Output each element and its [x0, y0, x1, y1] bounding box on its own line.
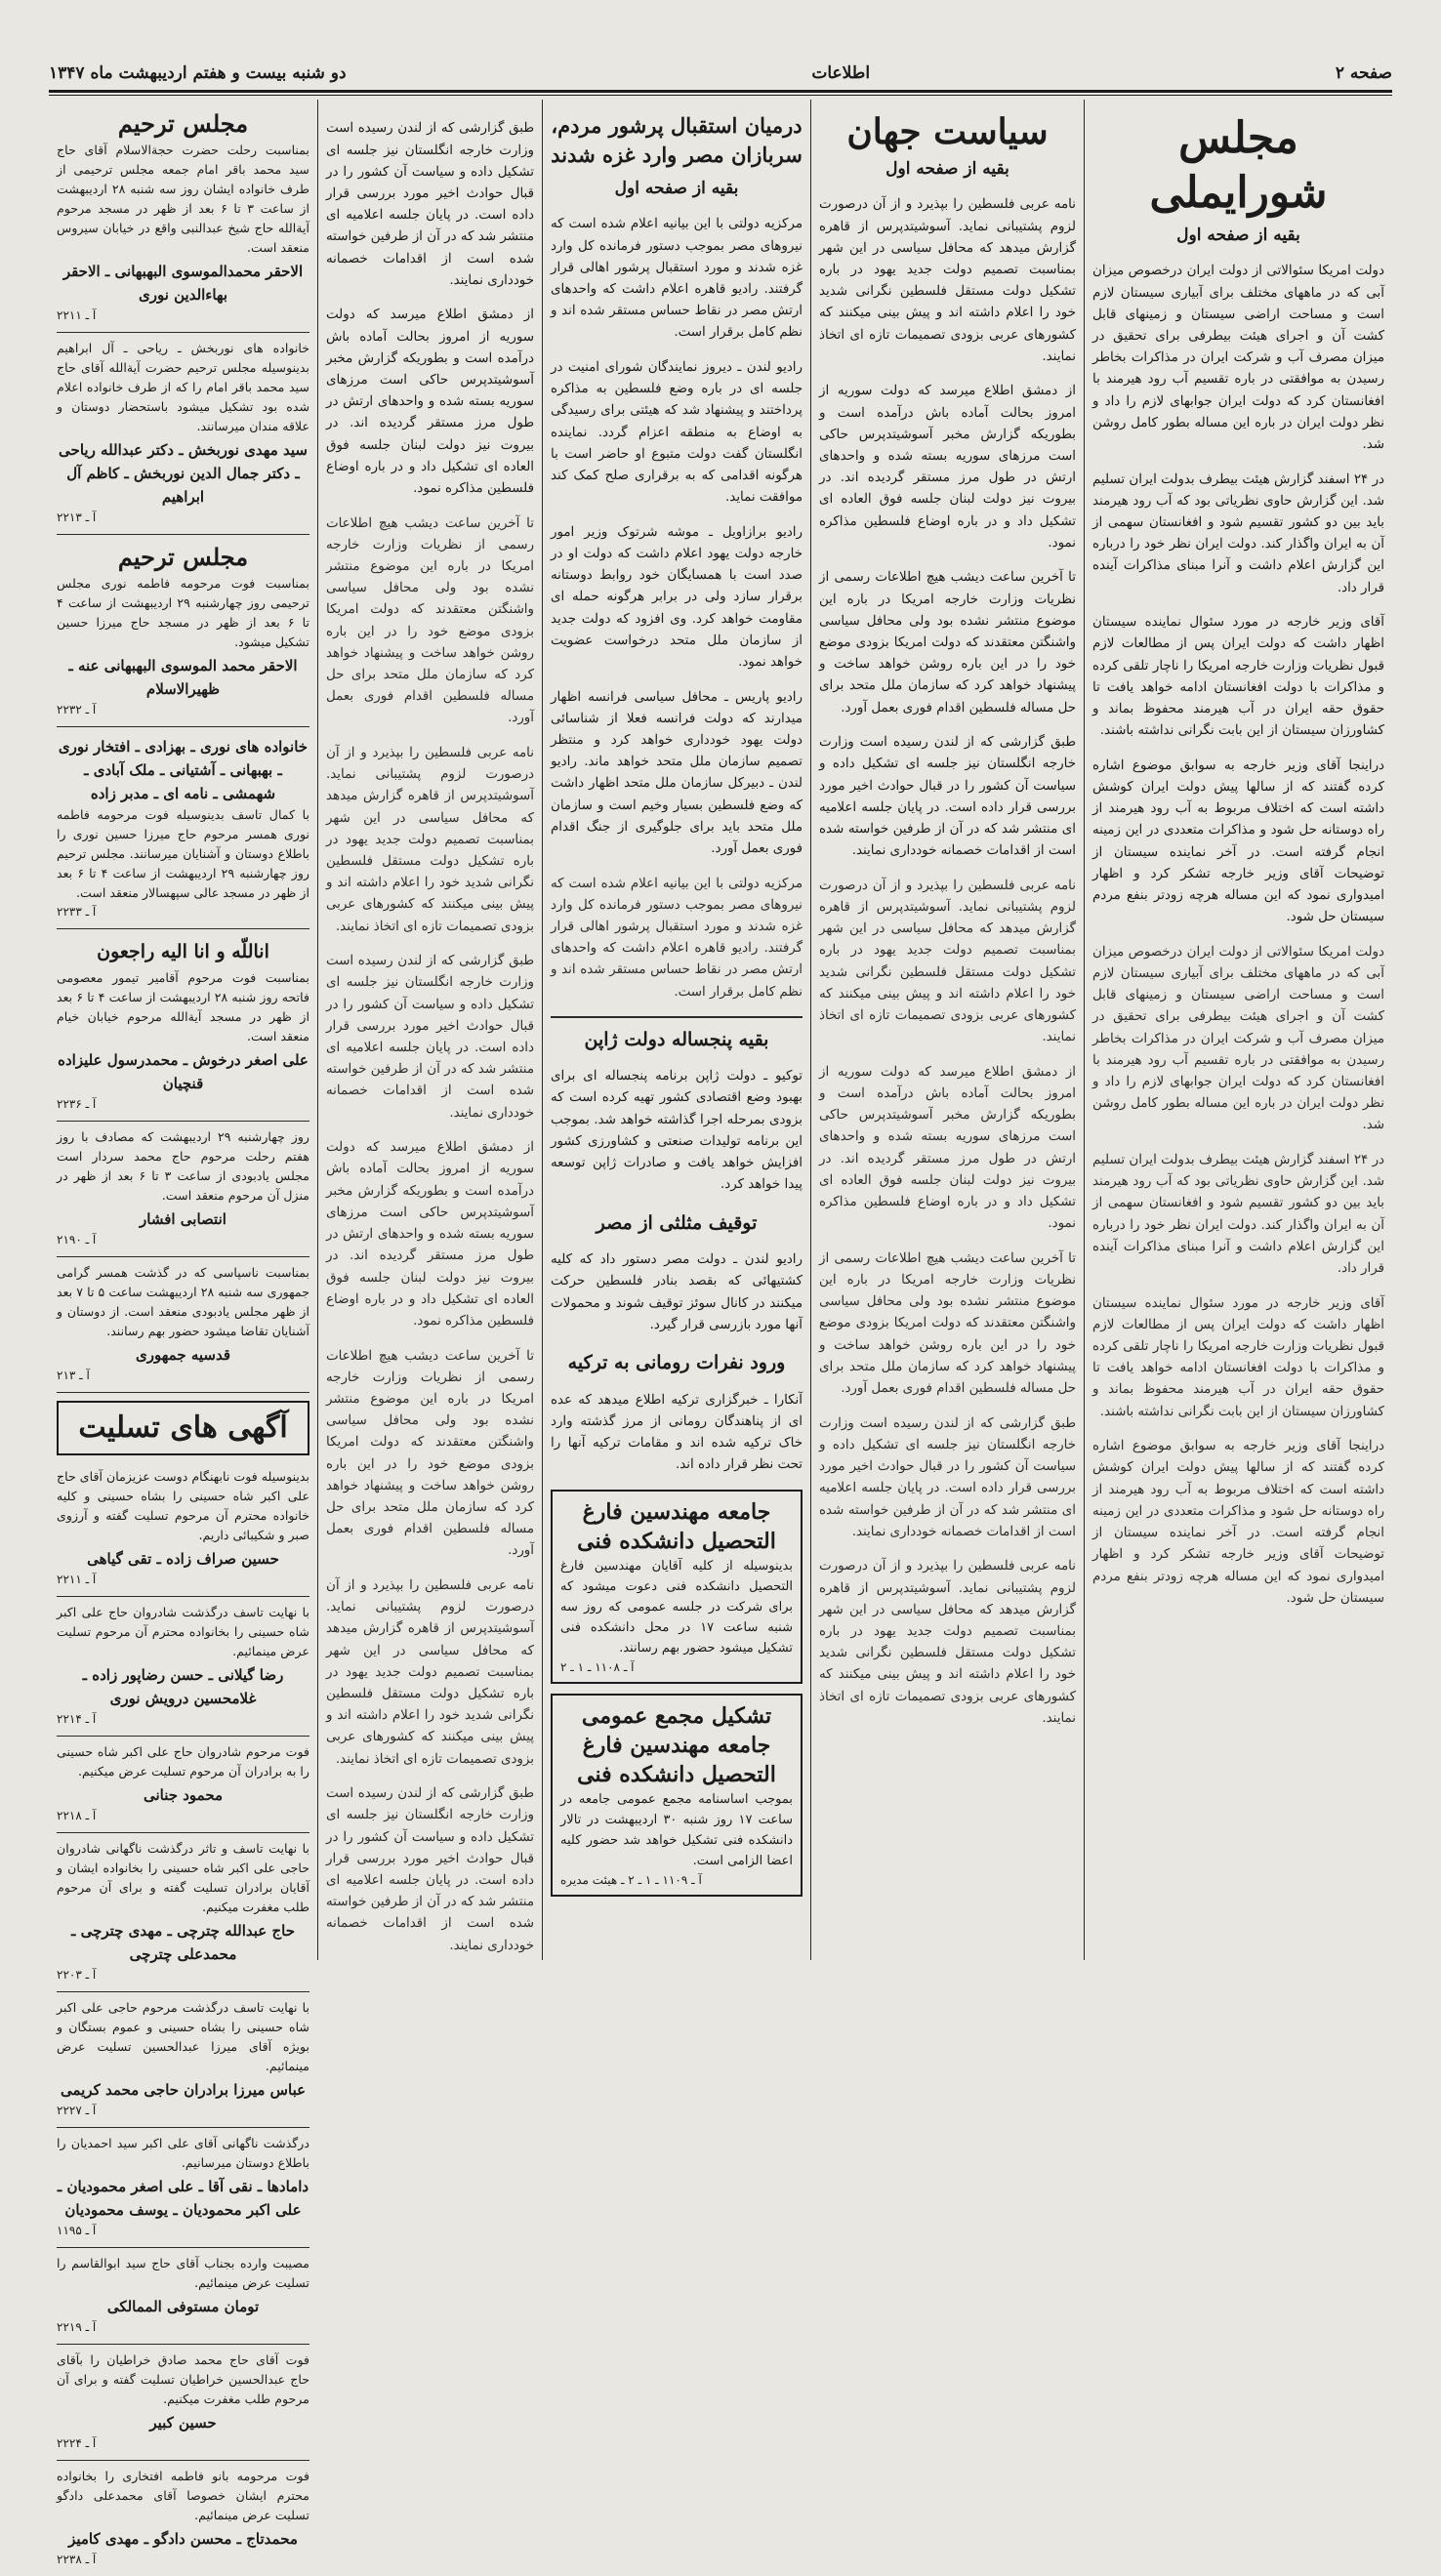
ad-code: آ ـ ۲۲۲۷: [57, 2104, 97, 2117]
condolence-signature: عباس میرزا برادران حاجی محمد کریمی: [60, 2081, 307, 2099]
memorial-text: بمناسبت ناسپاسی که در گذشت همسر گرامی جمهوری سه شنبه ۲۸ اردیبهشت ساعت ۵ تا ۷ بعد از ظهر مجلس یادبودی منعقد است. از دوستان و آشنایان تقاضا میشود حضور بهم رسانند.: [57, 1265, 309, 1338]
ad-code: آ ـ ۲۲۱۱: [57, 308, 97, 322]
condolence-signature: حاج عبدالله چترچی ـ مهدی چترچی ـ محمدعلی چترچی: [70, 1922, 295, 1963]
condolence-text: فوت مرحوم شادروان حاج علی اکبر شاه حسینی را به برادران آن مرحوم تسلیت عرض میکنیم.: [57, 1744, 309, 1779]
condolence-signature: حسین کبیر: [149, 2414, 217, 2432]
condolence-signature: تومان مستوفی الممالکی: [106, 2298, 260, 2315]
politics-paragraph: از دمشق اطلاع میرسد که دولت سوریه از امروز بحالت آماده باش درآمده است و بطوریکه گزارش مخبر آسوشیتدپرس حاکی است مرزهای سوریه بسته شده و واحدهای ارتش در طول مرز مستقر گردیده اند. در بیروت نیز دولت لبنان جلسه فوق العاده ای تشکیل داد و در باره اوضاع فلسطین مذاکره نمود.: [819, 1064, 1076, 1232]
memorial-text: بمناسبت فوت مرحومه فاطمه نوری مجلس ترحیمی روز چهارشنبه ۲۹ اردیبهشت از ساعت ۴ تا ۶ بعد از ظهر در مسجد حاج میرزا حسین تشکیل میشود.: [57, 576, 309, 649]
ad-code: آ ـ ۲۲۰۳: [57, 1968, 97, 1982]
romania-refugees-text: آنکارا ـ خبرگزاری ترکیه اطلاع میدهد که عده ای از پناهندگان رومانی از مرز گذشته وارد خاک ترکیه شده اند و مقامات ترکیه آنها را تحت نظر قرار داده اند.: [551, 1392, 803, 1473]
politics-continued: بقیه از صفحه اول: [885, 159, 1009, 179]
ad-code: آ ـ ۲۲۳۳: [57, 905, 97, 919]
column-politics-continued: [318, 100, 543, 1960]
condolence-ad: [57, 1833, 309, 1992]
condolence-text: درگذشت ناگهانی آقای علی اکبر سید احمدیان را باطلاع دوستان میرسانیم.: [57, 2136, 309, 2170]
condolence-notices-heading: آگهی های تسلیت: [57, 1401, 309, 1455]
engineers-notice-code: آ ـ ۱۱۰۸ ـ ۱ ـ ۲: [560, 1659, 635, 1674]
memorial-title: اناللّه و انا الیه راجعون: [97, 941, 269, 962]
general-assembly-box: [551, 1694, 803, 1897]
politics-paragraph: تا آخرین ساعت دیشب هیچ اطلاعات رسمی از نظریات وزارت خارجه امریکا در باره این موضوع منتشر نشده بود ولی محافل سیاسی واشنگتن معتقدند که دولت امریکا بزودی موضع خود را در این باره روشن خواهد ساخت و پیشنهاد خواهد کرد که سازمان ملل متحد برای حل مساله فلسطین اقدام فوری بعمل آورد.: [326, 515, 534, 726]
memorial-signature: خانواده های نوری ـ بهزادی ـ افتخار نوری ـ بهبهانی ـ آشتیانی ـ ملک آبادی ـ شهمشی ـ نامه ای ـ مدبر زاده: [58, 738, 309, 802]
condolence-ad: [57, 2345, 309, 2461]
memorial-signature: قدسیه جمهوری: [136, 1346, 230, 1364]
politics-headline: سیاست جهان: [846, 111, 1049, 152]
memorial-ad: [57, 1122, 309, 1257]
politics-paragraph: تا آخرین ساعت دیشب هیچ اطلاعات رسمی از نظریات وزارت خارجه امریکا در باره این موضوع منتشر نشده بود ولی محافل سیاسی واشنگتن معتقدند که دولت امریکا بزودی موضع خود را در این باره روشن خواهد ساخت و پیشنهاد خواهد کرد که سازمان ملل متحد برای حل مساله فلسطین اقدام فوری بعمل آورد.: [326, 1348, 534, 1559]
ad-code: آ ـ ۱۱۹۵: [57, 2224, 97, 2237]
news-paragraph: مرکزیه دولتی با این بیانیه اعلام شده است که نیروهای مصر بموجب دستور فرمانده کل وارد غزه شدند و مورد استقبال پرشور اهالی قرار گرفتند. رادیو قاهره اعلام داشت که واحدهای ارتش مصر در نقاط حساس مستقر شده اند و نظم کامل برقرار است.: [551, 876, 803, 1000]
condolence-ad: [57, 1461, 309, 1597]
ad-code: آ ـ ۲۲۳۸: [57, 2553, 97, 2566]
romania-refugees-title: ورود نفرات رومانی به ترکیه: [567, 1352, 786, 1374]
condolence-signature: محمود جنانی: [143, 1786, 224, 1804]
memorial-signature: الاحقر محمد الموسوی البهبهانی عنه ـ ظهیرالاسلام: [68, 657, 298, 698]
memorial-ad: [57, 102, 309, 333]
politics-paragraph: نامه عربی فلسطین را بپذیرد و از آن درصورت لزوم پشتیبانی نماید. آسوشیتدپرس از قاهره گزارش میدهد که محافل سیاسی در این شهر بمناسبت تصمیم دولت جدید یهود در باره تشکیل دولت مستقل فلسطین نگرانی شدید خود را اعلام داشته اند و پیش بینی میکنند که کشورهای عربی بزودی تصمیمات تازه ای اتخاذ نمایند.: [819, 197, 1076, 364]
memorial-ad: [57, 535, 309, 727]
politics-paragraph: تا آخرین ساعت دیشب هیچ اطلاعات رسمی از نظریات وزارت خارجه امریکا در باره این موضوع منتشر نشده بود ولی محافل سیاسی واشنگتن معتقدند که دولت امریکا بزودی موضع خود را در این باره روشن خواهد ساخت و پیشنهاد خواهد کرد که سازمان ملل متحد برای حل مساله فلسطین اقدام فوری بعمل آورد.: [819, 1250, 1076, 1397]
politics-paragraph: تا آخرین ساعت دیشب هیچ اطلاعات رسمی از نظریات وزارت خارجه امریکا در باره این موضوع منتشر نشده بود ولی محافل سیاسی واشنگتن معتقدند که دولت امریکا بزودی موضع خود را در این باره روشن خواهد ساخت و پیشنهاد خواهد کرد که سازمان ملل متحد برای حل مساله فلسطین اقدام فوری بعمل آورد.: [819, 570, 1076, 716]
general-assembly-title: تشکیل مجمع عمومی جامعه مهندسین فارغ التحصیل دانشکده فنی: [577, 1702, 776, 1787]
column-world-politics: [811, 100, 1085, 1960]
general-assembly-text: بموجب اساسنامه مجمع عمومی جامعه در ساعت ۱۷ روز شنبه ۳۰ اردیبهشت در تالار دانشکده فنی تشکیل خواهد شد حضور کلیه اعضا الزامی است.: [560, 1791, 793, 1868]
ad-code: آ ـ ۲۱۹۰: [57, 1233, 97, 1247]
politics-paragraph: نامه عربی فلسطین را بپذیرد و از آن درصورت لزوم پشتیبانی نماید. آسوشیتدپرس از قاهره گزارش میدهد که محافل سیاسی در این شهر بمناسبت تصمیم دولت جدید یهود در باره تشکیل دولت مستقل فلسطین نگرانی شدید خود را اعلام داشته اند و پیش بینی میکنند که کشورهای عربی بزودی تصمیمات تازه ای اتخاذ نمایند.: [326, 746, 534, 934]
majlis-paragraph: دولت امریکا سئوالاتی از دولت ایران درخصوص میزان آبی که در ماههای مختلف برای آبیاری سیستان لازم است و مساحت اراضی سیستان و زمینهای قابل کشت آن و اجرای هیئت بیطرفی برای تحقیق در میزان مصرف آب و شرکت ایران در مذاکرات بخاطر رسیدن به موافقتی در باره تقسیم آب رود هیرمند با افغانستان کرد که دولت ایران جوابهای لازم را داد و نظر دولت ایران در باره این مساله بطور کامل روشن شد.: [1092, 264, 1384, 453]
columns: [49, 100, 1392, 2566]
majlis-paragraph: در ۲۴ اسفند گزارش هیئت بیطرف بدولت ایران تسلیم شد. این گزارش حاوی نظریاتی بود که آب رود هیرمند باید بین دو کشور تقسیم شود و افغانستان سهمی از آن به ایران واگذار کند. دولت ایران نظر خود را درباره این گزارش اعلام داشت و آنرا مبنای مذاکرات آینده قرار داد.: [1092, 471, 1384, 595]
column-announcements: [49, 100, 318, 2566]
issue-date: دو شنبه بیست و هفتم اردیبهشت ماه ۱۳۴۷: [49, 63, 347, 83]
majlis-paragraph: دراینجا آقای وزیر خارجه به سوابق موضوع اشاره کرده گفتند که از سالها پیش دولت ایران کوشش داشته است که اختلاف مربوط به آب رود هیرمند از راه دوستانه حل شود و مذاکرات متعددی در این زمینه انجام گرفته است. در آخر نماینده سیستان از توضیحات آقای وزیر خارجه تشکر کرد و اظهار امیدواری نمود که این مساله هرچه زودتر بنفع مردم سیستان حل شود.: [1092, 757, 1384, 925]
condolence-ad: [57, 1597, 309, 1737]
divider: [551, 1016, 803, 1018]
condolence-ad: [57, 2248, 309, 2345]
ad-code: آ ـ ۲۲۱۱: [57, 1573, 97, 1586]
politics-paragraph: طبق گزارشی که از لندن رسیده است وزارت خارجه انگلستان نیز جلسه ای تشکیل داده و سیاست آن کشور را در قبال حوادث اخیر مورد بررسی قرار داده است. در پایان جلسه اعلامیه ای منتشر شد که در آن از طرفین خواسته شده است از اقدامات خصمانه خودداری نمایند.: [819, 735, 1076, 859]
ad-code: آ ـ ۲۲۱۸: [57, 1809, 97, 1822]
memorial-title: مجلس ترحیم: [117, 109, 249, 138]
ad-code: آ ـ ۲۱۳: [57, 1369, 90, 1382]
ad-code: آ ـ ۲۲۱۳: [57, 511, 97, 524]
majlis-paragraph: دولت امریکا سئوالاتی از دولت ایران درخصوص میزان آبی که در ماههای مختلف برای آبیاری سیستان لازم است و مساحت اراضی سیستان و زمینهای قابل کشت آن و اجرای هیئت بیطرفی برای تحقیق در میزان مصرف آب و شرکت ایران در مذاکرات بخاطر رسیدن به موافقتی در باره تقسیم آب رود هیرمند با افغانستان کرد که دولت ایران جوابهای لازم را داد و نظر دولت ایران در باره این مساله بطور کامل روشن شد.: [1092, 944, 1384, 1133]
politics-paragraph: از دمشق اطلاع میرسد که دولت سوریه از امروز بحالت آماده باش درآمده است و بطوریکه گزارش مخبر آسوشیتدپرس حاکی است مرزهای سوریه بسته شده و واحدهای ارتش در طول مرز مستقر گردیده اند. در بیروت نیز دولت لبنان جلسه فوق العاده ای تشکیل داد و در باره اوضاع فلسطین مذاکره نمود.: [326, 1140, 534, 1329]
condolence-text: فوت آقای حاج محمد صادق خراطیان را بآقای حاج عبدالحسین خراطیان تسلیت گفته و برای آن مرحوم طلب مغفرت میکنیم.: [57, 2352, 309, 2406]
condolence-text: مصیبت وارده بجناب آقای حاج سید ابوالقاسم را تسلیت عرض مینمائیم.: [57, 2256, 309, 2290]
japan-plan-text: توکیو ـ دولت ژاپن برنامه پنجساله ای برای بهبود وضع اقتصادی کشور تهیه کرده است که بزودی بمرحله اجرا گذاشته خواهد شد. بموجب این برنامه تولیدات صنعتی و کشاورزی کشور افزایش خواهد یافت و صادرات ژاپن توسعه پیدا خواهد کرد.: [551, 1069, 803, 1193]
news-paragraph: رادیو پاریس ـ محافل سیاسی فرانسه اظهار میدارند که دولت فرانسه فعلا از شناسائی دولت یهود خودداری خواهد کرد و منتظر تصمیم سازمان ملل متحد خواهد ماند. رادیو لندن ـ دبیرکل سازمان ملل متحد اظهار داشت که وضع فلسطین بسیار وخیم است و سازمان ملل متحد باید برای جلوگیری از جنگ اقدام فوری بعمل آورد.: [551, 689, 803, 857]
majlis-continued: بقیه از صفحه اول: [1176, 225, 1300, 245]
memorial-text: بمناسبت فوت مرحوم آقامیر تیمور معصومی فاتحه روز شنبه ۲۸ اردیبهشت از ساعت ۴ تا ۶ بعد از ظهر در مسجد آیةالله مرحوم خیابان خیام منعقد است.: [57, 970, 309, 1043]
majlis-paragraph: آقای وزیر خارجه در مورد سئوال نماینده سیستان اظهار داشت که دولت ایران پس از مطالعات لازم قبول نظریات وزارت خارجه امریکا را ناچار تلقی کرده و مذاکرات با دولت افغانستان ادامه خواهد یافت تا حقوق حقه ایران در آب هیرمند محفوظ بماند و کشاورزان سیستان از این بابت نگرانی نداشته باشند.: [1092, 1295, 1384, 1419]
memorial-signature: الاحقر محمدالموسوی البهبهانی ـ الاحقر بهاءالدین نوری: [62, 263, 304, 304]
memorial-title: مجلس ترحیم: [117, 543, 249, 571]
politics-paragraph: از دمشق اطلاع میرسد که دولت سوریه از امروز بحالت آماده باش درآمده است و بطوریکه گزارش مخبر آسوشیتدپرس حاکی است مرزهای سوریه بسته شده و واحدهای ارتش در طول مرز مستقر گردیده اند. در بیروت نیز دولت لبنان جلسه فوق العاده ای تشکیل داد و در باره اوضاع فلسطین مذاکره نمود.: [326, 307, 534, 497]
ad-code: آ ـ ۲۲۳۲: [57, 703, 97, 716]
majlis-paragraph: دراینجا آقای وزیر خارجه به سوابق موضوع اشاره کرده گفتند که از سالها پیش دولت ایران کوشش داشته است که اختلاف مربوط به آب رود هیرمند از راه دوستانه حل شود و مذاکرات متعددی در این زمینه انجام گرفته است. در آخر نماینده سیستان از توضیحات آقای وزیر خارجه تشکر کرد و اظهار امیدواری نمود که این مساله هرچه زودتر بنفع مردم سیستان حل شود.: [1092, 1439, 1384, 1606]
masthead: [49, 57, 1392, 90]
egypt-seizure-text: رادیو لندن ـ دولت مصر دستور داد که کلیه کشتیهائی که بقصد بنادر فلسطین حرکت میکنند در کانال سوئز توقیف شوند و محمولات آنها مورد بازرسی قرار گیرد.: [551, 1252, 803, 1332]
politics-paragraph: از دمشق اطلاع میرسد که دولت سوریه از امروز بحالت آماده باش درآمده است و بطوریکه گزارش مخبر آسوشیتدپرس حاکی است مرزهای سوریه بسته شده و واحدهای ارتش در طول مرز مستقر گردیده اند. در بیروت نیز دولت لبنان جلسه فوق العاده ای تشکیل داد و در باره اوضاع فلسطین مذاکره نمود.: [819, 384, 1076, 551]
engineers-notice-box: [551, 1490, 803, 1684]
politics-paragraph: نامه عربی فلسطین را بپذیرد و از آن درصورت لزوم پشتیبانی نماید. آسوشیتدپرس از قاهره گزارش میدهد که محافل سیاسی در این شهر بمناسبت تصمیم دولت جدید یهود در باره تشکیل دولت مستقل فلسطین نگرانی شدید خود را اعلام داشته اند و پیش بینی میکنند که کشورهای عربی بزودی تصمیمات تازه ای اتخاذ نمایند.: [819, 1559, 1076, 1726]
politics-paragraph: طبق گزارشی که از لندن رسیده است وزارت خارجه انگلستان نیز جلسه ای تشکیل داده و سیاست آن کشور را در قبال حوادث اخیر مورد بررسی قرار داده است. در پایان جلسه اعلامیه ای منتشر شد که در آن از طرفین خواسته شده است از اقدامات خصمانه خودداری نمایند.: [326, 1786, 534, 1953]
condolence-signature: دامادها ـ نقی آقا ـ علی اصغر محمودیان ـ علی اکبر محمودیان ـ یوسف محمودیان: [57, 2178, 309, 2219]
majlis-headline: مجلس شورایملی: [1149, 113, 1328, 218]
memorial-signature: علی اصغر درخوش ـ محمدرسول علیزاده قنچیان: [58, 1051, 309, 1092]
news-paragraph: مرکزیه دولتی با این بیانیه اعلام شده است که نیروهای مصر بموجب دستور فرمانده کل وارد غزه شدند و مورد استقبال پرشور اهالی قرار گرفتند. رادیو قاهره اعلام داشت که واحدهای ارتش مصر در نقاط حساس مستقر شده اند و نظم کامل برقرار است.: [551, 217, 803, 341]
memorial-ad: [57, 929, 309, 1122]
memorial-signature: سید مهدی نوربخش ـ دکتر عبدالله ریاحی ـ دکتر جمال الدین نوربخش ـ کاظم آل ابراهیم: [59, 441, 308, 506]
condolence-text: با نهایت تاسف و تاثر درگذشت ناگهانی شادروان حاجی علی اکبر شاه حسینی را بخانواده ایشان و آقایان برادران تسلیت گفته و برای آن مرحوم طلب مغفرت میکنیم.: [57, 1841, 309, 1914]
majlis-paragraph: آقای وزیر خارجه در مورد سئوال نماینده سیستان اظهار داشت که دولت ایران پس از مطالعات لازم قبول نظریات وزارت خارجه امریکا را ناچار تلقی کرده و مذاکرات با دولت افغانستان ادامه خواهد یافت تا حقوق حقه ایران در آب هیرمند محفوظ بماند و کشاورزان سیستان از این بابت نگرانی نداشته باشند.: [1092, 615, 1384, 739]
masthead-rule-thin: [49, 95, 1392, 96]
condolence-text: فوت مرحومه بانو فاطمه افتخاری را بخانواده محترم ایشان خصوصا آقای محمدعلی دادگو تسلیت عرض مینمائیم.: [57, 2469, 309, 2522]
ad-code: آ ـ ۲۲۲۴: [57, 2436, 97, 2450]
memorial-signature: انتصابی افشار: [140, 1210, 226, 1228]
condolence-signature: محمدتاج ـ محسن دادگو ـ مهدی کامیز: [68, 2530, 298, 2548]
condolence-ad: [57, 2128, 309, 2248]
japan-plan-title: بقیه پنجساله دولت ژاپن: [584, 1028, 769, 1050]
news-paragraph: رادیو برازاویل ـ موشه شرتوک وزیر امور خارجه دولت یهود اعلام داشت که دولت او در صدد است با همسایگان خود روابط دوستانه برقرار سازد ولی در برابر هرگونه حمله ای مقاومت خواهد کرد. وی افزود که دولت جدید از سازمان ملل متحد درخواست عضویت خواهد نمود.: [551, 524, 803, 671]
politics-paragraph: طبق گزارشی که از لندن رسیده است وزارت خارجه انگلستان نیز جلسه ای تشکیل داده و سیاست آن کشور را در قبال حوادث اخیر مورد بررسی قرار داده است. در پایان جلسه اعلامیه ای منتشر شد که در آن از طرفین خواسته شده است از اقدامات خصمانه خودداری نمایند.: [819, 1415, 1076, 1539]
politics-paragraph: نامه عربی فلسطین را بپذیرد و از آن درصورت لزوم پشتیبانی نماید. آسوشیتدپرس از قاهره گزارش میدهد که محافل سیاسی در این شهر بمناسبت تصمیم دولت جدید یهود در باره تشکیل دولت مستقل فلسطین نگرانی شدید خود را اعلام داشته اند و پیش بینی میکنند که کشورهای عربی بزودی تصمیمات تازه ای اتخاذ نمایند.: [819, 878, 1076, 1045]
engineers-notice-title: جامعه مهندسین فارغ التحصیل دانشکده فنی: [577, 1498, 776, 1554]
memorial-ad: [57, 727, 309, 929]
ad-code: آ ـ ۲۲۱۹: [57, 2320, 97, 2334]
memorial-text: بمناسبت رحلت حضرت حجةالاسلام آقای حاج سید محمد باقر امام جمعه مجلس ترحیمی از طرف خانواده ایشان روز سه شنبه ۲۸ اردیبهشت از ساعت ۳ تا ۶ بعد از ظهر در مسجد مرحوم آیةالله حاج شیخ عبدالنبی واقع در خیابان سیروس منعقد است.: [57, 143, 310, 255]
ad-code: آ ـ ۲۲۳۶: [57, 1097, 97, 1111]
condolence-signature: حسین صراف زاده ـ تقی گیاهی: [87, 1550, 279, 1568]
memorial-text: با کمال تاسف بدینوسیله فوت مرحومه فاطمه نوری همسر مرحوم حاج میرزا حسین نوری را باطلاع دوستان و آشنایان میرسانند. مجلس ترحیم روز چهارشنبه ۲۹ اردیبهشت از ساعت ۴ تا ۶ بعد از ظهر در مسجد عالی سپهسالار منعقد است.: [57, 807, 309, 900]
condolence-signature: رضا گیلانی ـ حسن رضاپور زاده ـ غلامحسین درویش نوری: [82, 1666, 284, 1707]
politics-paragraph: طبق گزارشی که از لندن رسیده است وزارت خارجه انگلستان نیز جلسه ای تشکیل داده و سیاست آن کشور را در قبال حوادث اخیر مورد بررسی قرار داده است. در پایان جلسه اعلامیه ای منتشر شد که در آن از طرفین خواسته شده است از اقدامات خصمانه خودداری نمایند.: [326, 121, 534, 288]
condolence-ad: [57, 2461, 309, 2576]
masthead-rule: [49, 90, 1392, 93]
news-continued: بقیه از صفحه اول: [614, 179, 739, 198]
condolence-text: با نهایت تاسف درگذشت مرحوم حاجی علی اکبر شاه حسینی را بشاه حسینی و عموم بستگان و بویژه آقای میرزا عبدالحسین تسلیت عرض مینمائیم.: [57, 2000, 309, 2073]
memorial-ad: [57, 333, 309, 535]
memorial-text: خانواده های نوربخش ـ ریاحی ـ آل ابراهیم بدینوسیله مجلس ترحیم حضرت آیةالله آقای حاج سید محمد باقر امام را که از طرف خانواده اعلام شده بود تشکیل میشود باستحضار دوستان و علاقه مندان میرسانند.: [57, 341, 309, 433]
condolence-text: بدینوسیله فوت نابهنگام دوست عزیزمان آقای حاج علی اکبر شاه حسینی را بشاه حسینی و کلیه خانواده محترم آن مرحوم تسلیت گفته و آرزوی صبر و شکیبائی داریم.: [57, 1469, 309, 1542]
egypt-seizure-title: توقیف مثلثی از مصر: [596, 1211, 758, 1234]
memorial-text: روز چهارشنبه ۲۹ اردیبهشت که مصادف با روز هفتم رحلت مرحوم حاج محمد سردار است مجلس یادبودی از ساعت ۳ تا ۶ بعد از ظهر در منزل آن مرحوم منعقد است.: [57, 1129, 310, 1203]
ad-code: آ ـ ۲۲۱۴: [57, 1712, 97, 1726]
politics-paragraph: نامه عربی فلسطین را بپذیرد و از آن درصورت لزوم پشتیبانی نماید. آسوشیتدپرس از قاهره گزارش میدهد که محافل سیاسی در این شهر بمناسبت تصمیم دولت جدید یهود در باره تشکیل دولت مستقل فلسطین نگرانی شدید خود را اعلام داشته اند و پیش بینی میکنند که کشورهای عربی بزودی تصمیمات تازه ای اتخاذ نمایند.: [326, 1577, 534, 1767]
condolence-ad: [57, 1737, 309, 1833]
engineers-notice-text: بدینوسیله از کلیه آقایان مهندسین فارغ التحصیل دانشکده فنی دعوت میشود که برای شرکت در جلسه عمومی که روز سه شنبه ساعت ۱۷ در محل دانشکده فنی تشکیل میشود حضور بهم رسانند.: [560, 1558, 793, 1656]
majlis-paragraph: در ۲۴ اسفند گزارش هیئت بیطرف بدولت ایران تسلیم شد. این گزارش حاوی نظریاتی بود که آب رود هیرمند باید بین دو کشور تقسیم شود و افغانستان سهمی از آن به ایران واگذار کند. دولت ایران نظر خود را درباره این گزارش اعلام داشت و آنرا مبنای مذاکرات آینده قرار داد.: [1092, 1153, 1384, 1277]
condolence-text: با نهایت تاسف درگذشت شادروان حاج علی اکبر شاه حسینی را بخانواده محترم آن مرحوم تسلیت عرض مینمائیم.: [57, 1605, 309, 1658]
general-assembly-code: آ ـ ۱۱۰۹ ـ ۱ ـ ۲ ـ هیئت مدیره: [560, 1872, 702, 1887]
memorial-ad: [57, 1257, 309, 1393]
column-news: [543, 100, 811, 1960]
paper-name: اطلاعات: [811, 63, 871, 83]
condolence-ad: [57, 1992, 309, 2128]
column-majlis: [1085, 100, 1392, 1960]
politics-paragraph: طبق گزارشی که از لندن رسیده است وزارت خارجه انگلستان نیز جلسه ای تشکیل داده و سیاست آن کشور را در قبال حوادث اخیر مورد بررسی قرار داده است. در پایان جلسه اعلامیه ای منتشر شد که در آن از طرفین خواسته شده است از اقدامات خصمانه خودداری نمایند.: [326, 954, 534, 1121]
page-number: صفحه ۲: [1335, 63, 1392, 83]
news-paragraph: رادیو لندن ـ دیروز نمایندگان شورای امنیت در جلسه ای در باره وضع فلسطین به مذاکره پرداختند و پیشنهاد شد که هیئتی برای رسیدگی به اوضاع به منطقه اعزام گردد. نماینده انگلستان گفت دولت متبوع او حاضر است با هرگونه اقدامی که به برقراری صلح کمک کند موافقت نماید.: [551, 360, 803, 506]
news-headline: درمیان استقبال پرشور مردم، سربازان مصر وارد غزه شدند: [551, 113, 803, 167]
